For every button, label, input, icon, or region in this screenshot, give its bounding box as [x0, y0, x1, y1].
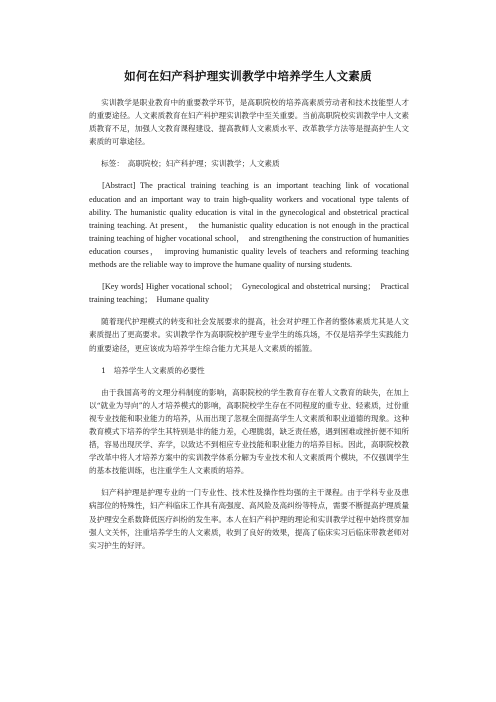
section-heading: 1 培养学生人文素质的必要性 — [101, 365, 205, 375]
chinese-keywords: 标签： 高职院校；妇产科护理；实训教学；人文素质 — [101, 159, 280, 169]
section-paragraph-2: 妇产科护理是护理专业的一门专业性、技术性及操作性均强的主干课程。由于学科专业及患病部位的特殊性，妇产科临床工作具有高强度、高风险及高纠纷等特点，需要不断提高护理质量及护理安全系数降低医疗纠纷的发生率。本人在妇产科护理的理论和实训教学过程中始终贯穿加强人文关怀，注重培养学生的人文素质，收到了良好的效果，提高了临床实习后临床带教老师对实习护生的好评。 — [89, 488, 409, 550]
intro-paragraph: 随着现代护理模式的转变和社会发展要求的提高，社会对护理工作者的整体素质尤其是人文素质提出了更高要求。实训教学作为高职院校护理专业学生的练兵场，不仅是培养学生实践能力的重要途径，更应该成为培养学生综合能力尤其是人文素质的摇篮。 — [89, 317, 409, 353]
chinese-abstract: 实训教学是职业教育中的重要教学环节，是高职院校的培养高素质劳动者和技术技能型人才的重要途径。人文素质教育在妇产科护理实训教学中至关重要。当前高职院校实训教学中人文素质教育不足，加强人文教育课程建设、提高教师人文素质水平、改革教学方法等是提高护生人文素质的可靠途径。 — [89, 98, 409, 147]
page-title: 如何在妇产科护理实训教学中培养学生人文素质 — [124, 69, 372, 83]
section-paragraph-1: 由于我国高考的文理分科制度的影响，高职院校的学生教育存在着人文教育的缺失，在加上以“就业为导向”的人才培养模式的影响，高职院校学生存在不同程度的重专业、轻素质，过份重视专业技能和职业能力的培养，从而出现了忽视全面提高学生人文素质和职业道德的现象。这种教育模式下培养的学生其特别是非的能力差，心理脆弱，缺乏责任感，遇到困难或挫折便不知所措，容易出现厌学、弃学，以致达不到相应专业技能和职业能力的培养目标。因此，高职院校教学改革中将人才培养方案中的实训教学体系分解为专业技术和人文素质两个模块，不仅强调学生的基本技能训练，也注重学生人文素质的培养。 — [89, 387, 409, 476]
document-body — [89, 96, 409, 561]
english-abstract: [Abstract] The practical training teaching is an important teaching link of vocational education and an important way to train high-quality workers and vocational type talents of ability. The humanistic quality education is vital in the gynecological and obstetrical practical training teaching. At present， the humanistic quality education is not enough in the practical training teaching of higher vocational school， and strengthening the construction of humanities education courses， improving humanistic quality levels of teachers and reforming teaching methods are the reliable way to improve the humane quality of nursing students. — [89, 181, 409, 270]
english-keywords: [Key words] Higher vocational school； Gynecological and obstetrical nursing； Practical training teaching； Humane quality — [89, 282, 409, 305]
